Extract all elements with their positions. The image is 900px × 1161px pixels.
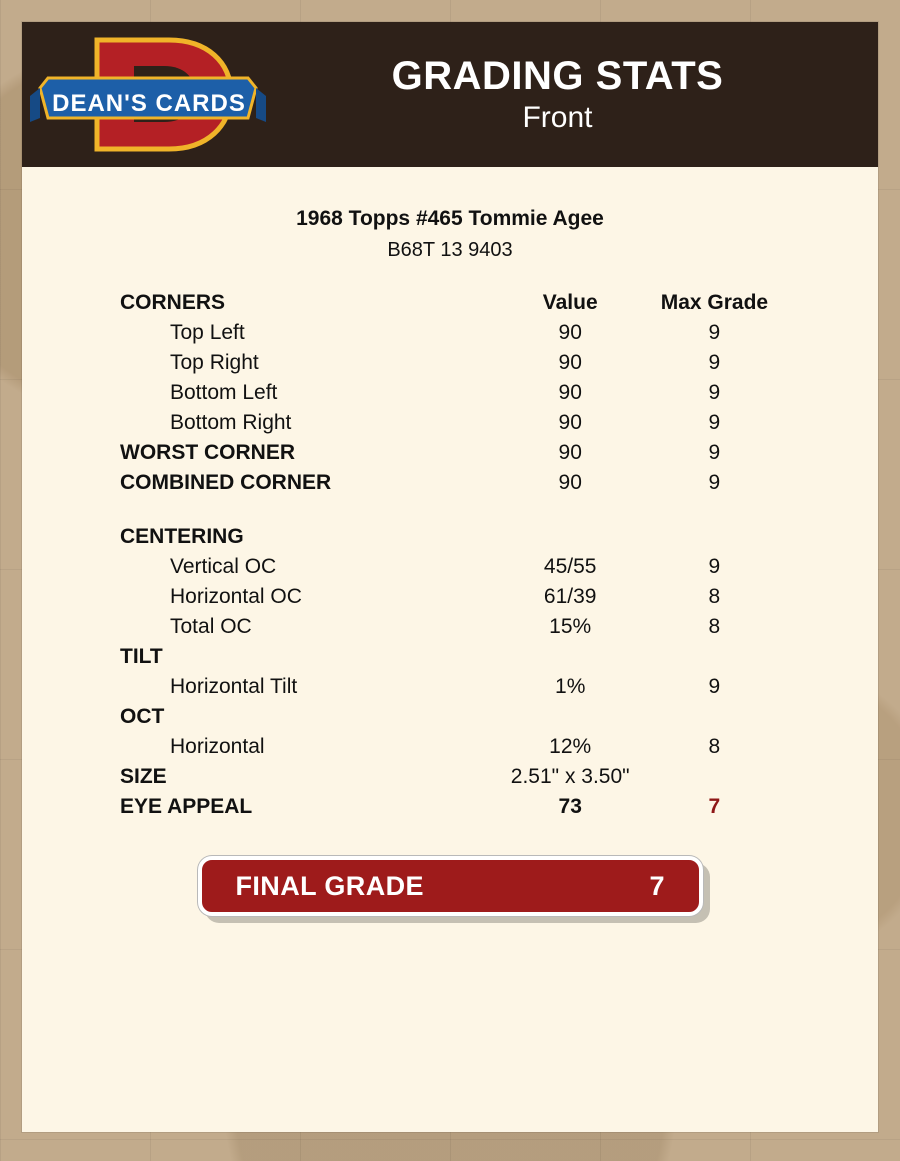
column-header-value: Value	[542, 291, 598, 314]
table-row	[120, 612, 780, 642]
table-row	[120, 378, 780, 408]
row-label-vertical-oc: Vertical OC	[170, 555, 277, 578]
row-max-combined-corner: 9	[708, 471, 721, 494]
eye-appeal-row	[120, 792, 780, 822]
row-max-total-oc: 8	[708, 615, 721, 638]
row-value-worst-corner: 90	[558, 441, 582, 464]
row-label-horizontal-tilt: Horizontal Tilt	[170, 675, 298, 698]
row-value-horizontal-oct: 12%	[549, 735, 592, 758]
row-max-top-left: 9	[708, 321, 721, 344]
header-titles	[277, 55, 878, 135]
page-title: GRADING STATS	[391, 53, 724, 98]
table-row	[120, 468, 780, 498]
row-max-vertical-oc: 9	[708, 555, 721, 578]
size-row	[120, 762, 780, 792]
row-label-horizontal-oc: Horizontal OC	[170, 585, 302, 608]
table-row	[120, 672, 780, 702]
corners-section-label: CORNERS	[120, 291, 226, 314]
oct-section-row	[120, 702, 780, 732]
deans-cards-logo	[22, 22, 277, 167]
table-row	[120, 318, 780, 348]
row-label-top-right: Top Right	[170, 351, 259, 374]
centering-section-row	[120, 522, 780, 552]
row-value-top-left: 90	[558, 321, 582, 344]
row-label-combined-corner: COMBINED CORNER	[120, 471, 332, 494]
column-header-max-grade: Max Grade	[660, 291, 769, 314]
row-value-eye-appeal: 73	[558, 795, 582, 818]
table-row	[120, 582, 780, 612]
table-row	[120, 552, 780, 582]
report-header	[22, 22, 878, 167]
row-max-horizontal-oct: 8	[708, 735, 721, 758]
table-row	[120, 348, 780, 378]
row-value-horizontal-oc: 61/39	[543, 585, 597, 608]
final-grade-banner	[198, 856, 703, 916]
svg-text:DEAN'S CARDS: DEAN'S CARDS	[52, 90, 246, 117]
eye-appeal-label: EYE APPEAL	[120, 795, 253, 818]
table-row	[120, 438, 780, 468]
final-grade-value: 7	[649, 870, 665, 901]
row-value-bottom-left: 90	[558, 381, 582, 404]
row-max-worst-corner: 9	[708, 441, 721, 464]
row-label-worst-corner: WORST CORNER	[120, 441, 295, 464]
grading-stats-table	[120, 288, 780, 822]
row-label-bottom-left: Bottom Left	[170, 381, 278, 404]
tilt-section-row	[120, 642, 780, 672]
tilt-section-label: TILT	[120, 645, 163, 668]
table-row	[120, 408, 780, 438]
card-title: 1968 Topps #465 Tommie Agee	[296, 207, 604, 230]
report-content	[22, 207, 878, 916]
final-grade-bar	[198, 856, 703, 916]
size-section-label: SIZE	[120, 765, 167, 788]
oct-section-label: OCT	[120, 705, 165, 728]
row-max-horizontal-tilt: 9	[708, 675, 721, 698]
row-max-bottom-right: 9	[708, 411, 721, 434]
page-subtitle: Front	[522, 100, 593, 134]
row-label-horizontal-oct: Horizontal	[170, 735, 265, 758]
row-label-top-left: Top Left	[170, 321, 245, 344]
row-max-eye-appeal: 7	[708, 795, 721, 818]
row-value-size: 2.51" x 3.50"	[510, 765, 630, 788]
centering-section-label: CENTERING	[120, 525, 244, 548]
row-label-bottom-right: Bottom Right	[170, 411, 292, 434]
row-value-combined-corner: 90	[558, 471, 582, 494]
row-spacer	[120, 498, 780, 522]
table-header-row	[120, 288, 780, 318]
row-value-total-oc: 15%	[549, 615, 592, 638]
grading-report-page	[22, 22, 878, 1132]
row-value-bottom-right: 90	[558, 411, 582, 434]
final-grade-label: FINAL GRADE	[235, 870, 424, 901]
row-max-top-right: 9	[708, 351, 721, 374]
row-label-total-oc: Total OC	[170, 615, 252, 638]
row-value-vertical-oc: 45/55	[543, 555, 597, 578]
card-serial: B68T 13 9403	[387, 239, 513, 261]
row-max-bottom-left: 9	[708, 381, 721, 404]
row-value-top-right: 90	[558, 351, 582, 374]
table-row	[120, 732, 780, 762]
row-value-horizontal-tilt: 1%	[555, 675, 586, 698]
row-max-horizontal-oc: 8	[708, 585, 721, 608]
